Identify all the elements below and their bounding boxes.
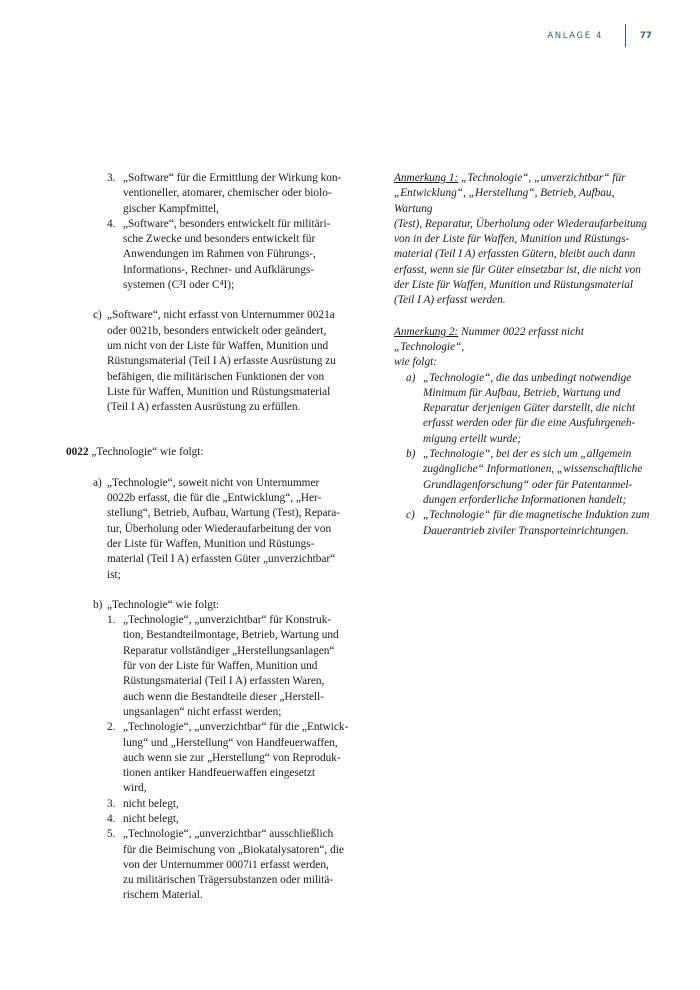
list-item xyxy=(66,797,356,812)
list-item-text: „Technologie“ wie folgt: xyxy=(107,598,220,611)
list-letter: c) xyxy=(93,309,102,322)
list-number: 1. xyxy=(107,614,116,627)
note-2-item-a: a) „Technologie“, die das unbedingt notwendige Minimum für Aufbau, Betrieb, Wartung und Reparatur derjenigen Güter darstellt, die nicht erfasst werden oder für die eine Ausfuhrgeneh- migung erteilt wurde; xyxy=(406,371,636,445)
left-column xyxy=(66,171,356,904)
list-item-text: „Technologie“, „unverzichtbar“ für die „Entwick- lung“ und „Herstellung“ von Handfeuerwaffen, auch wenn sie zur „Herstellung“ von Reproduk- tionen antiker Handfeuerwaffen eingesetzt wird, xyxy=(123,721,349,795)
list-item-text: nicht belegt, xyxy=(123,812,179,825)
list-number: 3. xyxy=(107,172,116,184)
list-item-c xyxy=(66,308,356,415)
list-number: 4. xyxy=(107,812,116,825)
list-number: 2. xyxy=(107,721,116,734)
list-item xyxy=(66,827,356,903)
list-item-text: „Software“ für die Ermittlung der Wirkung kon- ventioneller, atomarer, chemischer oder biolo- gischer Kampfmittel, xyxy=(123,172,342,215)
list-letter: b) xyxy=(93,598,103,611)
list-item-text: nicht belegt, xyxy=(123,797,179,810)
list-item xyxy=(66,720,356,796)
right-column xyxy=(394,171,654,539)
section-heading xyxy=(66,445,356,460)
note-2: Anmerkung 2: Nummer 0022 erfasst nicht „Technologie“, wie folgt: a) „Technologie“, die das unbedingt notwendige Minimum für Aufbau, Betrieb, Wartung und Reparatur derjenigen Güter darstellt, die nicht erfasst werden oder für die eine Ausfuhrgeneh- migung erteilt wurde; b) „Technologie“, bei der es sich um „allgemein zugängliche“ Informationen, „wissenschaftliche Grundlagenforschung“ oder für Patentanmel- dungen erforderliche Informationen handelt; c) „Technologie“ für die magnetische Induktion zum Dauerantrieb ziviler Transporteinrichtungen. xyxy=(394,325,654,539)
list-item xyxy=(66,613,356,720)
section-number: 0022 xyxy=(66,446,89,459)
note-2-item-c: c) „Technologie“ für die magnetische Induktion zum Dauerantrieb ziviler Transporteinrichtungen. xyxy=(406,509,650,537)
list-item-text: „Software“, besonders entwickelt für militäri- sche Zwecke und besonders entwickelt für Anwendungen im Rahmen von Führungs-, Informations-, Rechner- und Aufklärungs- systemen (C³I oder C⁴I); xyxy=(123,217,331,292)
annex-label: ANLAGE 4 xyxy=(547,31,603,41)
note-2-item-b: b) „Technologie“, bei der es sich um „allgemein zugängliche“ Informationen, „wissenschaftliche Grundlagenforschung“ oder für Patentanmel- dungen erforderliche Informationen handelt; xyxy=(406,448,643,506)
list-number: 4. xyxy=(107,217,116,230)
page-number: 77 xyxy=(640,31,652,41)
list-number: 3. xyxy=(107,797,116,810)
list-letter: a) xyxy=(93,476,102,489)
list-item-text: „Technologie“, „unverzichtbar“ für Konstruk- tion, Bestandteilmontage, Betrieb, Wartung und Reparatur vollständiger „Herstellungsanlagen“ für von der Liste für Waffen, Munition und Rüstungsmaterial (Teil I A) erfassten Waren, auch wenn die Bestandteile dieser „Herstell- ungsanlagen“ nicht erfasst werden; xyxy=(123,614,339,718)
list-item xyxy=(66,171,356,217)
list-item xyxy=(66,812,356,827)
list-item xyxy=(66,217,356,293)
note-label: Anmerkung 1: xyxy=(394,172,459,184)
section-title: „Technologie“ wie folgt: xyxy=(91,446,204,459)
list-item-text: „Technologie“, soweit nicht von Unternummer 0022b erfasst, die für die „Entwicklung“, „Her- stellung“, Betrieb, Aufbau, Wartung (Test), Repara- tur, Überholung oder Wiederaufarbeitung der von der Liste für Waffen, Munition und Rüstungs- material (Teil I A) erfassten Güter „unverzichtbar“ ist; xyxy=(107,476,341,581)
list-item-text: „Software“, nicht erfasst von Unternummer 0021a oder 0021b, besonders entwickelt oder geändert, um nicht von der Liste für Waffen, Munition und Rüstungsmaterial (Teil I A) erfasste Ausrüstung zu befähigen, die militärischen Funktionen der von Liste für Waffen, Munition und Rüstungsmaterial (Teil I A) erfassten Ausrüstung zu erfüllen. xyxy=(107,309,336,414)
list-number: 5. xyxy=(107,828,116,841)
note-label: Anmerkung 2: xyxy=(394,325,459,338)
page-header xyxy=(0,27,700,47)
header-divider xyxy=(625,24,626,47)
list-item-text: „Technologie“, „unverzichtbar“ ausschließlich für die Beimischung von „Biokatalysatoren“, die von der Unternummer 0007i1 erfasst werden, zu militärischen Trägersubstanzen oder militä- rischem Material. xyxy=(123,828,344,902)
list-item-b xyxy=(66,598,356,613)
note-1: Anmerkung 1: „Technologie“, „unverzichtbar“ für „Entwicklung“, „Herstellung“, Betrieb, Aufbau, Wartung (Test), Reparatur, Überholung oder Wiederaufarbeitung von in der Liste für Waffen, Munition und Rüstungs- material (Teil I A) erfassten Gütern, bleibt auch dann erfasst, wenn sie für Güter einsetzbar ist, die nicht von der Liste für Waffen, Munition und Rüstungsmaterial (Teil I A) erfasst werden. xyxy=(394,172,647,307)
list-item-a xyxy=(66,476,356,583)
